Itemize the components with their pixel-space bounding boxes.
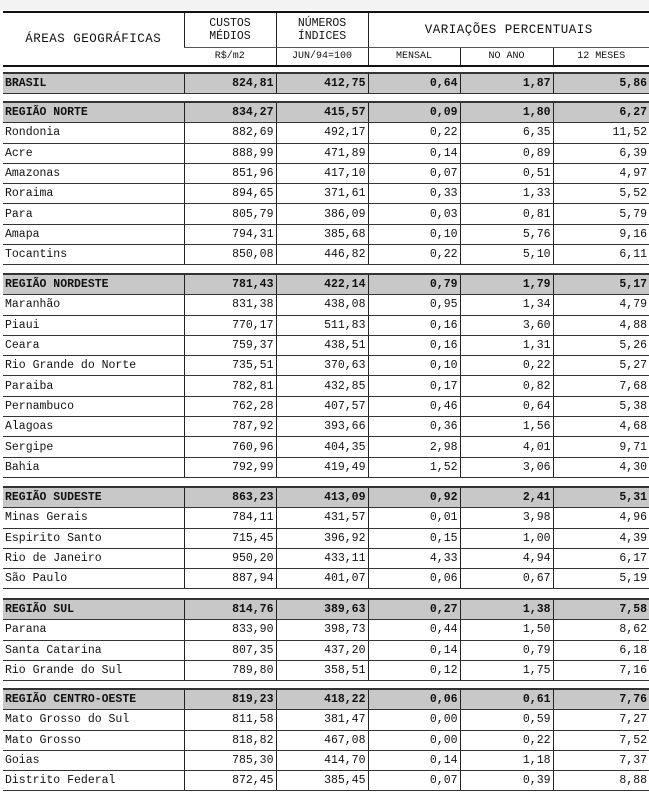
header-custos-line2: MÉDIOS: [209, 30, 251, 43]
var-12-meses-cell: 9,71: [553, 437, 649, 457]
var-no-ano-cell: 1,79: [460, 274, 553, 295]
custo-medio-cell: 735,51: [184, 356, 276, 376]
var-12-meses-cell: 7,16: [553, 660, 649, 680]
area-name-cell: Piaui: [3, 315, 184, 335]
var-no-ano-cell: 1,75: [460, 660, 553, 680]
area-name-cell: Santa Catarina: [3, 640, 184, 660]
numero-indice-cell: 433,11: [276, 548, 368, 568]
area-name-cell: Mato Grosso: [3, 730, 184, 750]
custo-medio-cell: 851,96: [184, 163, 276, 183]
var-no-ano-cell: 3,98: [460, 508, 553, 528]
area-name-cell: Parana: [3, 620, 184, 640]
table-row: [3, 548, 649, 568]
var-12-meses-cell: 5,26: [553, 335, 649, 355]
custo-medio-cell: 863,23: [184, 487, 276, 508]
var-mensal-cell: 0,00: [368, 710, 460, 730]
area-name-cell: Sergipe: [3, 437, 184, 457]
header-mensal: MENSAL: [368, 48, 460, 67]
var-no-ano-cell: 1,50: [460, 620, 553, 640]
area-name-cell: Roraima: [3, 184, 184, 204]
var-12-meses-cell: 4,79: [553, 295, 649, 315]
numero-indice-cell: 389,63: [276, 599, 368, 620]
var-no-ano-cell: 1,38: [460, 599, 553, 620]
numero-indice-cell: 370,63: [276, 356, 368, 376]
var-mensal-cell: 0,27: [368, 599, 460, 620]
var-no-ano-cell: 0,22: [460, 730, 553, 750]
var-12-meses-cell: 7,27: [553, 710, 649, 730]
var-mensal-cell: 0,33: [368, 184, 460, 204]
table-row: [3, 437, 649, 457]
table-row: [3, 315, 649, 335]
var-no-ano-cell: 0,89: [460, 143, 553, 163]
numero-indice-cell: 407,57: [276, 396, 368, 416]
section-table: [3, 101, 649, 265]
area-name-cell: REGIÃO CENTRO-OESTE: [3, 689, 184, 710]
custo-medio-cell: 811,58: [184, 710, 276, 730]
var-no-ano-cell: 2,41: [460, 487, 553, 508]
numero-indice-cell: 422,14: [276, 274, 368, 295]
var-mensal-cell: 0,00: [368, 730, 460, 750]
custo-medio-cell: 833,90: [184, 620, 276, 640]
table-row: [3, 396, 649, 416]
custo-medio-cell: 781,43: [184, 274, 276, 295]
var-no-ano-cell: 0,59: [460, 710, 553, 730]
var-no-ano-cell: 0,39: [460, 771, 553, 791]
table-row: [3, 204, 649, 224]
region-row: [3, 274, 649, 295]
custo-medio-cell: 762,28: [184, 396, 276, 416]
numero-indice-cell: 438,08: [276, 295, 368, 315]
numero-indice-cell: 471,89: [276, 143, 368, 163]
header-custos-unit: R$/m2: [184, 48, 276, 67]
var-mensal-cell: 0,09: [368, 102, 460, 123]
area-name-cell: BRASIL: [3, 73, 184, 94]
area-name-cell: Acre: [3, 143, 184, 163]
table-row: [3, 123, 649, 143]
var-mensal-cell: 0,92: [368, 487, 460, 508]
var-no-ano-cell: 0,22: [460, 356, 553, 376]
table-row: [3, 508, 649, 528]
var-no-ano-cell: 5,76: [460, 224, 553, 244]
custo-medio-cell: 887,94: [184, 569, 276, 589]
area-name-cell: Rio Grande do Norte: [3, 356, 184, 376]
var-12-meses-cell: 4,96: [553, 508, 649, 528]
numero-indice-cell: 417,10: [276, 163, 368, 183]
custo-medio-cell: 787,92: [184, 417, 276, 437]
area-name-cell: Tocantins: [3, 245, 184, 265]
custo-medio-cell: 824,81: [184, 73, 276, 94]
table-row: [3, 356, 649, 376]
var-mensal-cell: 0,22: [368, 245, 460, 265]
var-12-meses-cell: 7,58: [553, 599, 649, 620]
numero-indice-cell: 358,51: [276, 660, 368, 680]
numero-indice-cell: 431,57: [276, 508, 368, 528]
header-custos-line1: CUSTOS: [209, 17, 251, 30]
custo-medio-cell: 819,23: [184, 689, 276, 710]
numero-indice-cell: 381,47: [276, 710, 368, 730]
area-name-cell: Goias: [3, 750, 184, 770]
var-12-meses-cell: 6,11: [553, 245, 649, 265]
numero-indice-cell: 401,07: [276, 569, 368, 589]
table-row: [3, 417, 649, 437]
var-mensal-cell: 0,07: [368, 771, 460, 791]
area-name-cell: São Paulo: [3, 569, 184, 589]
var-12-meses-cell: 6,17: [553, 548, 649, 568]
region-row: [3, 599, 649, 620]
custo-medio-cell: 850,08: [184, 245, 276, 265]
var-mensal-cell: 0,14: [368, 640, 460, 660]
header-numeros-line2: ÍNDICES: [297, 30, 347, 43]
var-no-ano-cell: 0,67: [460, 569, 553, 589]
var-12-meses-cell: 11,52: [553, 123, 649, 143]
custo-medio-cell: 807,35: [184, 640, 276, 660]
area-name-cell: Rio Grande do Sul: [3, 660, 184, 680]
custo-medio-cell: 760,96: [184, 437, 276, 457]
numero-indice-cell: 385,68: [276, 224, 368, 244]
var-mensal-cell: 0,12: [368, 660, 460, 680]
var-mensal-cell: 0,64: [368, 73, 460, 94]
area-name-cell: REGIÃO SUDESTE: [3, 487, 184, 508]
var-mensal-cell: 0,22: [368, 123, 460, 143]
var-12-meses-cell: 5,31: [553, 487, 649, 508]
custo-medio-cell: 782,81: [184, 376, 276, 396]
custo-medio-cell: 872,45: [184, 771, 276, 791]
custo-medio-cell: 792,99: [184, 457, 276, 477]
header-numeros: [276, 12, 368, 48]
var-no-ano-cell: 1,00: [460, 528, 553, 548]
var-mensal-cell: 0,07: [368, 163, 460, 183]
var-12-meses-cell: 9,16: [553, 224, 649, 244]
var-12-meses-cell: 5,86: [553, 73, 649, 94]
custo-medio-cell: 794,31: [184, 224, 276, 244]
section-table: [3, 688, 649, 791]
numero-indice-cell: 418,22: [276, 689, 368, 710]
header-no-ano: NO ANO: [460, 48, 553, 67]
table-row: [3, 295, 649, 315]
var-no-ano-cell: 1,33: [460, 184, 553, 204]
region-row: [3, 102, 649, 123]
custo-medio-cell: 831,38: [184, 295, 276, 315]
var-no-ano-cell: 6,35: [460, 123, 553, 143]
table-row: [3, 184, 649, 204]
var-mensal-cell: 0,17: [368, 376, 460, 396]
area-name-cell: Amapa: [3, 224, 184, 244]
area-name-cell: Rondonia: [3, 123, 184, 143]
table-row: [3, 771, 649, 791]
var-mensal-cell: 4,33: [368, 548, 460, 568]
var-mensal-cell: 0,16: [368, 335, 460, 355]
numero-indice-cell: 371,61: [276, 184, 368, 204]
var-12-meses-cell: 6,39: [553, 143, 649, 163]
header-numeros-unit: JUN/94=100: [276, 48, 368, 67]
section-table: [3, 486, 649, 589]
table-row: [3, 376, 649, 396]
var-mensal-cell: 0,36: [368, 417, 460, 437]
numero-indice-cell: 438,51: [276, 335, 368, 355]
numero-indice-cell: 396,92: [276, 528, 368, 548]
area-name-cell: Para: [3, 204, 184, 224]
custo-medio-cell: 805,79: [184, 204, 276, 224]
top-strip: [0, 0, 649, 10]
var-mensal-cell: 0,10: [368, 356, 460, 376]
custo-medio-cell: 789,80: [184, 660, 276, 680]
var-12-meses-cell: 8,62: [553, 620, 649, 640]
table-row: [3, 750, 649, 770]
var-no-ano-cell: 4,01: [460, 437, 553, 457]
table-header: [3, 11, 649, 67]
area-name-cell: Espirito Santo: [3, 528, 184, 548]
area-name-cell: REGIÃO SUL: [3, 599, 184, 620]
var-no-ano-cell: 0,61: [460, 689, 553, 710]
custo-medio-cell: 818,82: [184, 730, 276, 750]
var-no-ano-cell: 1,56: [460, 417, 553, 437]
area-name-cell: Rio de Janeiro: [3, 548, 184, 568]
var-no-ano-cell: 0,81: [460, 204, 553, 224]
numero-indice-cell: 404,35: [276, 437, 368, 457]
var-mensal-cell: 0,14: [368, 750, 460, 770]
var-12-meses-cell: 5,17: [553, 274, 649, 295]
custo-medio-cell: 715,45: [184, 528, 276, 548]
numero-indice-cell: 413,09: [276, 487, 368, 508]
custo-medio-cell: 770,17: [184, 315, 276, 335]
var-mensal-cell: 0,01: [368, 508, 460, 528]
area-name-cell: Mato Grosso do Sul: [3, 710, 184, 730]
header-variacoes: VARIAÇÕES PERCENTUAIS: [368, 12, 649, 48]
var-12-meses-cell: 5,38: [553, 396, 649, 416]
numero-indice-cell: 492,17: [276, 123, 368, 143]
area-name-cell: Alagoas: [3, 417, 184, 437]
var-12-meses-cell: 5,52: [553, 184, 649, 204]
header-12-meses: 12 MESES: [553, 48, 649, 67]
area-name-cell: Pernambuco: [3, 396, 184, 416]
table-row: [3, 620, 649, 640]
custo-medio-cell: 950,20: [184, 548, 276, 568]
var-mensal-cell: 0,15: [368, 528, 460, 548]
var-12-meses-cell: 6,27: [553, 102, 649, 123]
section-table: [3, 72, 649, 94]
var-12-meses-cell: 4,30: [553, 457, 649, 477]
var-no-ano-cell: 4,94: [460, 548, 553, 568]
var-no-ano-cell: 5,10: [460, 245, 553, 265]
var-no-ano-cell: 3,06: [460, 457, 553, 477]
var-mensal-cell: 0,95: [368, 295, 460, 315]
var-no-ano-cell: 0,51: [460, 163, 553, 183]
var-mensal-cell: 0,79: [368, 274, 460, 295]
area-name-cell: REGIÃO NORTE: [3, 102, 184, 123]
var-12-meses-cell: 4,97: [553, 163, 649, 183]
numero-indice-cell: 419,49: [276, 457, 368, 477]
custo-medio-cell: 888,99: [184, 143, 276, 163]
area-name-cell: Bahia: [3, 457, 184, 477]
area-name-cell: Amazonas: [3, 163, 184, 183]
table-row: [3, 163, 649, 183]
custo-medio-cell: 814,76: [184, 599, 276, 620]
numero-indice-cell: 467,08: [276, 730, 368, 750]
var-no-ano-cell: 1,18: [460, 750, 553, 770]
var-12-meses-cell: 7,52: [553, 730, 649, 750]
var-mensal-cell: 1,52: [368, 457, 460, 477]
numero-indice-cell: 511,83: [276, 315, 368, 335]
numero-indice-cell: 386,09: [276, 204, 368, 224]
numero-indice-cell: 415,57: [276, 102, 368, 123]
table-row: [3, 457, 649, 477]
var-12-meses-cell: 4,68: [553, 417, 649, 437]
header-custos: [184, 12, 276, 48]
custo-medio-cell: 785,30: [184, 750, 276, 770]
section-table: [3, 598, 649, 681]
section-table: [3, 273, 649, 478]
numero-indice-cell: 414,70: [276, 750, 368, 770]
var-no-ano-cell: 0,79: [460, 640, 553, 660]
table-row: [3, 710, 649, 730]
table-row: [3, 660, 649, 680]
custo-medio-cell: 834,27: [184, 102, 276, 123]
numero-indice-cell: 393,66: [276, 417, 368, 437]
custo-medio-cell: 894,65: [184, 184, 276, 204]
area-name-cell: Ceara: [3, 335, 184, 355]
custo-medio-cell: 784,11: [184, 508, 276, 528]
var-mensal-cell: 0,14: [368, 143, 460, 163]
var-mensal-cell: 0,10: [368, 224, 460, 244]
custo-medio-cell: 759,37: [184, 335, 276, 355]
var-no-ano-cell: 1,80: [460, 102, 553, 123]
table-row: [3, 640, 649, 660]
var-no-ano-cell: 3,60: [460, 315, 553, 335]
var-mensal-cell: 0,16: [368, 315, 460, 335]
var-mensal-cell: 0,44: [368, 620, 460, 640]
numero-indice-cell: 412,75: [276, 73, 368, 94]
var-12-meses-cell: 5,19: [553, 569, 649, 589]
var-12-meses-cell: 4,88: [553, 315, 649, 335]
var-12-meses-cell: 5,79: [553, 204, 649, 224]
var-mensal-cell: 0,06: [368, 689, 460, 710]
var-no-ano-cell: 1,87: [460, 73, 553, 94]
var-12-meses-cell: 7,37: [553, 750, 649, 770]
table-row: [3, 730, 649, 750]
numero-indice-cell: 398,73: [276, 620, 368, 640]
var-no-ano-cell: 0,82: [460, 376, 553, 396]
var-12-meses-cell: 8,88: [553, 771, 649, 791]
numero-indice-cell: 446,82: [276, 245, 368, 265]
table-row: [3, 335, 649, 355]
var-no-ano-cell: 1,34: [460, 295, 553, 315]
custo-medio-cell: 882,69: [184, 123, 276, 143]
numero-indice-cell: 385,45: [276, 771, 368, 791]
table-row: [3, 569, 649, 589]
area-name-cell: Distrito Federal: [3, 771, 184, 791]
var-mensal-cell: 0,06: [368, 569, 460, 589]
var-12-meses-cell: 6,18: [553, 640, 649, 660]
var-no-ano-cell: 0,64: [460, 396, 553, 416]
header-areas: ÁREAS GEOGRÁFICAS: [3, 12, 184, 66]
table-row: [3, 528, 649, 548]
var-12-meses-cell: 7,68: [553, 376, 649, 396]
area-name-cell: Minas Gerais: [3, 508, 184, 528]
var-mensal-cell: 0,03: [368, 204, 460, 224]
area-name-cell: Maranhão: [3, 295, 184, 315]
var-mensal-cell: 0,46: [368, 396, 460, 416]
region-row: [3, 689, 649, 710]
table-row: [3, 224, 649, 244]
var-mensal-cell: 2,98: [368, 437, 460, 457]
region-row: [3, 73, 649, 94]
area-name-cell: Paraiba: [3, 376, 184, 396]
numero-indice-cell: 432,85: [276, 376, 368, 396]
table-row: [3, 245, 649, 265]
area-name-cell: REGIÃO NORDESTE: [3, 274, 184, 295]
region-row: [3, 487, 649, 508]
numero-indice-cell: 437,20: [276, 640, 368, 660]
var-12-meses-cell: 5,27: [553, 356, 649, 376]
var-12-meses-cell: 7,76: [553, 689, 649, 710]
var-no-ano-cell: 1,31: [460, 335, 553, 355]
var-12-meses-cell: 4,39: [553, 528, 649, 548]
table-row: [3, 143, 649, 163]
header-numeros-line1: NÚMEROS: [297, 17, 347, 30]
